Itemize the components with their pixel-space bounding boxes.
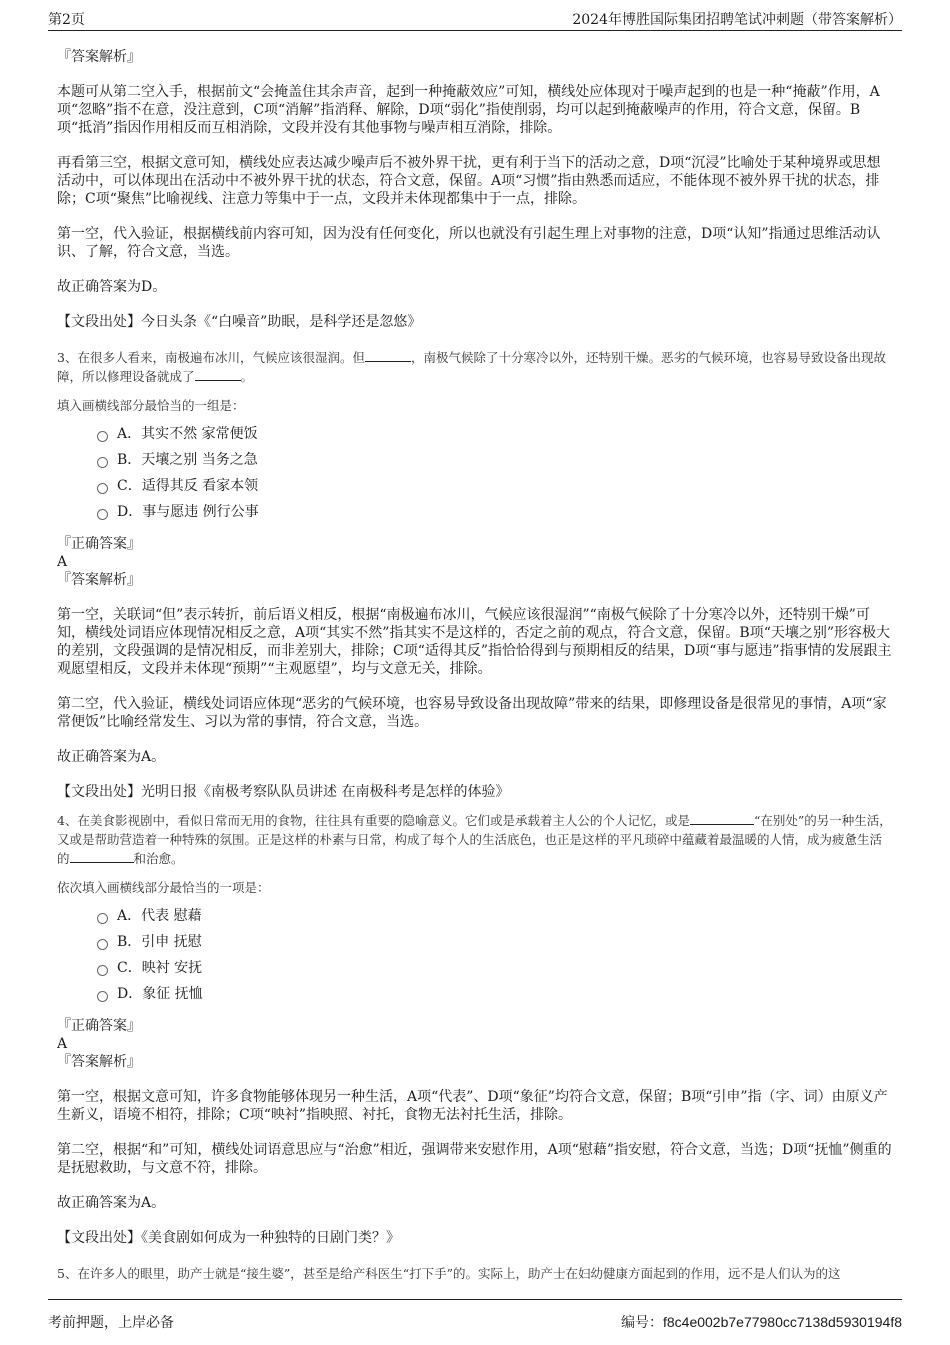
q3-correct-answer: A bbox=[57, 554, 68, 570]
q3-options bbox=[97, 425, 893, 529]
q3-conclusion: 故正确答案为A。 bbox=[57, 749, 166, 765]
q2-conclusion: 故正确答案为D。 bbox=[57, 279, 167, 295]
q4-options bbox=[97, 907, 893, 1011]
q4-correct-answer: A bbox=[57, 1036, 68, 1052]
q4-correct-label: 『正确答案』 bbox=[57, 1018, 141, 1034]
radio-icon[interactable] bbox=[97, 965, 108, 976]
radio-icon[interactable] bbox=[97, 913, 108, 924]
q3-correct-label: 『正确答案』 bbox=[57, 536, 141, 552]
radio-icon[interactable] bbox=[97, 509, 108, 520]
page-number: 第2页 bbox=[48, 12, 85, 28]
radio-icon[interactable] bbox=[97, 431, 108, 442]
q2-analysis-paragraph: 本题可从第二空入手，根据前文“会掩盖住其余声音，起到一种掩蔽效应”可知，横线处应体现对于噪声起到的也是一种“掩蔽”作用，A项“忽略”指不在意，没注意到，C项“消解”指消释、解除，D项“弱化”指使削弱，均可以起到掩蔽噪声的作用，符合文意，保留。B项“抵消”指因作用相反而互相消除，文段并没有其他事物与噪声相互消除，排除。 bbox=[57, 84, 880, 136]
page-content bbox=[57, 48, 893, 1298]
q3-analysis-paragraph: 第二空，代入验证，横线处词语应体现“恶劣的气候环境，也容易导致设备出现故障”带来的结果，即修理设备是很常见的事情，A项“家常便饭”比喻经常发生、习以为常的事情，符合文意，当选。 bbox=[57, 696, 887, 730]
footer-slogan: 考前押题，上岸必备 bbox=[48, 1315, 174, 1331]
q4-analysis-paragraph: 第二空，根据“和”可知，横线处词语意思应与“治愈”相近，强调带来安慰作用，A项“慰藉”指安慰，符合文意，当选；D项“抚恤”侧重的是抚慰救助，与文意不符，排除。 bbox=[57, 1142, 892, 1176]
q3-source: 【文段出处】光明日报《南极考察队队员讲述 在南极科考是怎样的体验》 bbox=[57, 784, 510, 800]
q4-stem: 4、在美食影视剧中，看似日常而无用的食物，往往具有重要的隐喻意义。它们或是承载着主人公的个人记忆，或是 “在别处”的另一种生活，又或是帮助营造着一种特殊的氛围。正是这样的朴素与日常，构成了每个人的生活底色，也正是这样的平凡琐碎中蕴藏着最温暖的人情，成为疲惫生活的 和治愈。 bbox=[57, 813, 892, 866]
q3-analysis-paragraph: 第一空，关联词“但”表示转折，前后语义相反，根据“南极遍布冰川，气候应该很湿润”“南极气候除了十分寒冷以外，还特别干燥”可知，横线处词语应体现情况相反之意，A项“其实不然”指其实不是这样的，否定之前的观点，符合文意，保留。B项“天壤之别”形容极大的差别，文段强调的是情况相反，而非差别大，排除；C项“适得其反”指恰恰得到与预期相反的结果，D项“事与愿违”指事情的发展跟主观愿望相反，文段并未体现“预期”“主观愿望”，均与文意无关，排除。 bbox=[57, 607, 892, 677]
code-value: f8c4e002b7e77980cc7138d5930194f8 bbox=[662, 1314, 902, 1330]
radio-icon[interactable] bbox=[97, 483, 108, 494]
document-title: 2024年博胜国际集团招聘笔试冲刺题（带答案解析） bbox=[572, 12, 902, 28]
q4-blank-2 bbox=[70, 849, 134, 863]
q4-source: 【文段出处】《美食剧如何成为一种独特的日剧门类？》 bbox=[57, 1230, 400, 1246]
q4-option-d[interactable]: D．象征 抚恤 bbox=[97, 985, 893, 1011]
q2-analysis-paragraph: 再看第三空，根据文意可知，横线处应表达减少噪声后不被外界干扰，更有利于当下的活动之意，D项“沉浸”比喻处于某种境界或思想活动中，可以体现出在活动中不被外界干扰的状态，符合文意，保留。A项“习惯”指由熟悉而适应，不能体现不被外界干扰的状态，排除；C项“聚焦”比喻视线、注意力等集中于一点，文段并未体现都集中于一点，排除。 bbox=[57, 155, 881, 207]
radio-icon[interactable] bbox=[97, 991, 108, 1002]
q4-prompt: 依次填入画横线部分最恰当的一项是： bbox=[57, 880, 270, 895]
q2-analysis-paragraph: 第一空，代入验证，根据横线前内容可知，因为没有任何变化，所以也就没有引起生理上对事物的注意，D项“认知”指通过思维活动认识、了解，符合文意，当选。 bbox=[57, 226, 881, 260]
q4-analysis-label: 『答案解析』 bbox=[57, 1054, 141, 1070]
q4-option-c[interactable]: C．映衬 安抚 bbox=[97, 959, 893, 985]
q4-option-a[interactable]: A．代表 慰藉 bbox=[97, 907, 893, 933]
q2-source: 【文段出处】今日头条《“白噪音”助眠，是科学还是忽悠》 bbox=[57, 314, 422, 330]
radio-icon[interactable] bbox=[97, 457, 108, 468]
q3-blank-1 bbox=[365, 348, 411, 362]
q4-blank-1 bbox=[690, 811, 754, 825]
q3-option-c[interactable]: C．适得其反 看家本领 bbox=[97, 477, 893, 503]
q5-stem: 5、在许多人的眼里，助产士就是“接生婆”，甚至是给产科医生“打下手”的。实际上，助产士在妇幼健康方面起到的作用，远不是人们认为的这 bbox=[57, 1266, 841, 1281]
q4-option-b[interactable]: B．引申 抚慰 bbox=[97, 933, 893, 959]
page-header bbox=[48, 0, 902, 31]
q3-option-d[interactable]: D．事与愿违 例行公事 bbox=[97, 503, 893, 529]
q3-analysis-label: 『答案解析』 bbox=[57, 572, 141, 588]
q2-analysis-label: 『答案解析』 bbox=[57, 49, 141, 65]
radio-icon[interactable] bbox=[97, 939, 108, 950]
code-label: 编号： bbox=[620, 1315, 663, 1331]
q4-analysis-paragraph: 第一空，根据文意可知，许多食物能够体现另一种生活，A项“代表”、D项“象征”均符合文意，保留；B项“引申”指（字、词）由原义产生新义，语境不相符，排除；C项“映衬”指映照、衬托，食物无法衬托生活，排除。 bbox=[57, 1089, 888, 1123]
q3-blank-2 bbox=[195, 367, 241, 381]
page-footer bbox=[48, 1299, 902, 1345]
q3-prompt: 填入画横线部分最恰当的一组是： bbox=[57, 398, 245, 413]
q3-option-a[interactable]: A．其实不然 家常便饭 bbox=[97, 425, 893, 451]
q3-option-b[interactable]: B．天壤之别 当务之急 bbox=[97, 451, 893, 477]
q4-conclusion: 故正确答案为A。 bbox=[57, 1195, 166, 1211]
document-code bbox=[621, 1312, 902, 1332]
q3-stem: 3、在很多人看来，南极遍布冰川，气候应该很湿润。但 ，南极气候除了十分寒冷以外，还特别干燥。恶劣的气候环境，也容易导致设备出现故障，所以修理设备就成了 。 bbox=[57, 350, 886, 384]
